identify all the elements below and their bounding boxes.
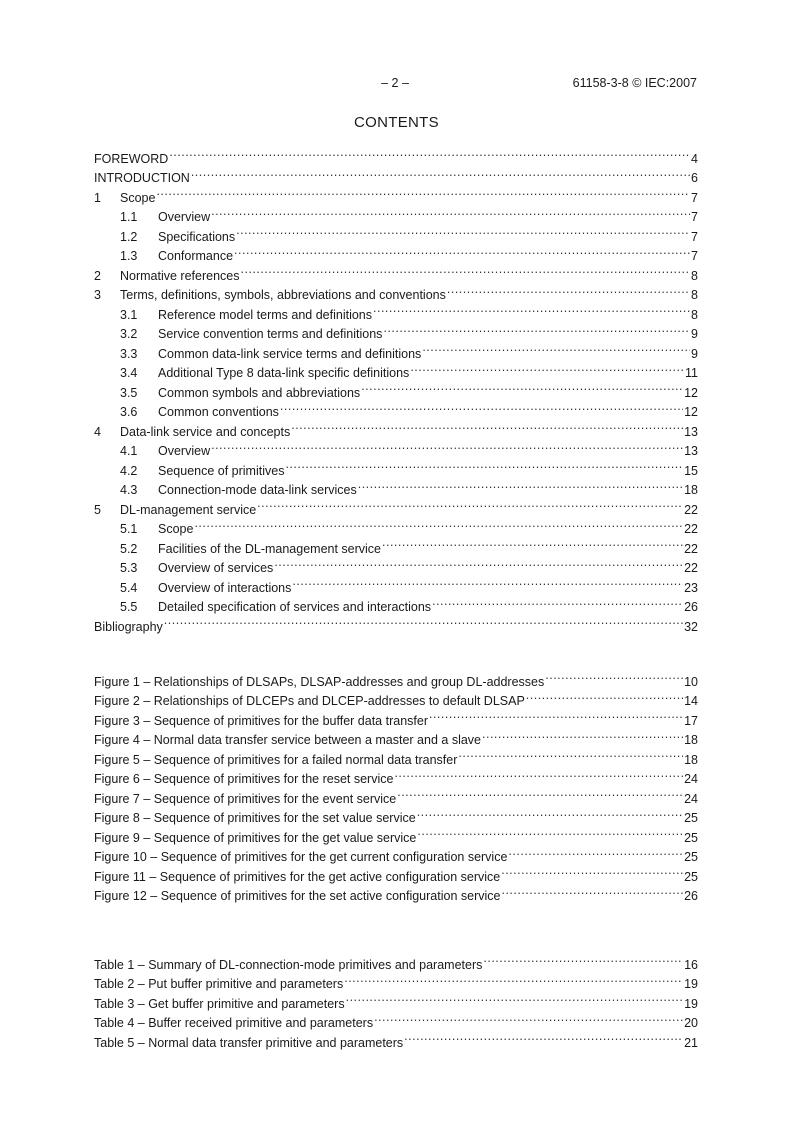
dot-leader [241,260,691,280]
entry-title: Figure 10 – Sequence of primitives for the get current configuration service [94,850,508,864]
entry-title: Specifications [158,229,236,244]
entry-number: 4 [94,424,101,439]
entry-title: Table 1 – Summary of DL-connection-mode primitives and parameters [94,957,483,972]
dot-leader [211,436,683,456]
entry-page-number: 13 [684,444,698,458]
entry-page-number: 25 [684,869,698,884]
entry-number: 3.3 [120,346,138,361]
dot-leader [545,666,683,686]
entry-number: 5 [94,502,101,517]
entry-title: Figure 1 – Relationships of DLSAPs, DLSAP-addresses and group DL-addresses [94,674,545,689]
entry-page-number: 19 [684,977,698,991]
entry-page-number: 24 [684,772,698,786]
entry-number: 2 [94,268,101,283]
entry-title: Figure 7 – Sequence of primitives for the event service [94,791,397,806]
entry-page-number: 7 [691,229,698,244]
entry-number: 1.1 [120,210,138,224]
list-of-tables [94,949,698,1050]
entry-number: 5.5 [120,600,138,614]
dot-leader [257,494,683,514]
entry-page-number: 12 [684,385,698,400]
entry-title: Facilities of the DL-management service [158,541,382,556]
entry-number: 5.2 [120,541,138,556]
dot-leader [417,803,683,823]
toc-entry[interactable] [94,143,698,166]
entry-page-number: 4 [691,151,698,166]
entry-number: 3.5 [120,385,138,400]
entry-title: Overview of services [158,561,274,575]
entry-number: 3.1 [120,307,138,322]
entry-title: Detailed specification of services and interactions [158,600,432,614]
entry-page-number: 10 [684,674,698,689]
entry-title: DL-management service [120,502,257,517]
entry-title: Additional Type 8 data-link specific definitions [158,366,410,380]
dot-leader [458,744,683,764]
entry-title: INTRODUCTION [94,171,190,185]
dot-leader [432,592,683,612]
dot-leader [410,358,684,378]
dot-leader [169,143,690,163]
entry-number: 3.4 [120,366,138,380]
entry-title: Figure 11 – Sequence of primitives for the get active configuration service [94,869,501,884]
entry-page-number: 26 [684,600,698,614]
entry-number: 5.1 [120,522,138,536]
entry-title: Bibliography [94,619,163,634]
dot-leader [501,861,683,881]
entry-page-number: 20 [684,1016,698,1030]
dot-leader [422,338,690,358]
entry-title: Reference model terms and definitions [158,307,373,322]
entry-page-number: 22 [684,522,698,536]
entry-page-number: 22 [684,502,698,517]
document-reference: 61158-3-8 © IEC:2007 [572,76,697,90]
entry-title: Normative references [120,268,240,283]
entry-title: Sequence of primitives [158,463,285,478]
dot-leader [274,553,683,573]
entry-number: 5.3 [120,561,138,575]
entry-number: 1 [94,190,101,205]
entry-number: 1.2 [120,229,138,244]
entry-title: Figure 8 – Sequence of primitives for the set value service [94,811,416,825]
toc-entry[interactable] [94,182,698,205]
figure-entry[interactable] [94,666,698,689]
entry-page-number: 7 [691,249,698,263]
entry-page-number: 8 [691,268,698,283]
entry-page-number: 9 [691,327,698,341]
entry-title: Figure 9 – Sequence of primitives for the get value service [94,830,417,845]
entry-title: Scope [158,522,194,536]
dot-leader [358,475,683,495]
entry-title: Figure 12 – Sequence of primitives for the set active configuration service [94,889,501,903]
dot-leader [397,783,683,803]
entry-title: Data-link service and concepts [120,424,291,439]
entry-page-number: 18 [684,733,698,747]
entry-title: Figure 3 – Sequence of primitives for the buffer data transfer [94,713,428,728]
entry-title: Common symbols and abbreviations [158,385,361,400]
dot-leader [361,377,683,397]
dot-leader [508,842,683,862]
entry-title: Table 4 – Buffer received primitive and parameters [94,1016,374,1030]
toc-entry[interactable] [94,202,698,222]
dot-leader [382,533,683,553]
entry-number: 5.4 [120,580,138,595]
entry-title: Service convention terms and definitions [158,327,383,341]
dot-leader [236,221,690,241]
entry-title: Common data-link service terms and definitions [158,346,422,361]
list-of-figures [94,666,698,903]
entry-page-number: 25 [684,811,698,825]
entry-page-number: 24 [684,791,698,806]
dot-leader [346,988,684,1008]
dot-leader [373,299,690,319]
dot-leader [156,182,690,202]
dot-leader [394,764,683,784]
entry-page-number: 15 [684,463,698,478]
entry-page-number: 25 [684,830,698,845]
dot-leader [526,686,683,706]
entry-page-number: 25 [684,850,698,864]
entry-title: FOREWORD [94,151,169,166]
entry-title: Conformance [158,249,234,263]
dot-leader [292,572,683,592]
entry-page-number: 17 [684,713,698,728]
dot-leader [501,881,683,901]
entry-title: Overview [158,210,211,224]
entry-page-number: 16 [684,957,698,972]
entry-page-number: 9 [691,346,698,361]
entry-page-number: 23 [684,580,698,595]
dot-leader [447,280,690,300]
entry-page-number: 18 [684,752,698,767]
entry-page-number: 32 [684,619,698,634]
entry-page-number: 12 [684,405,698,419]
dot-leader [211,202,690,222]
dot-leader [285,455,683,475]
dot-leader [374,1008,683,1028]
entry-title: Figure 5 – Sequence of primitives for a failed normal data transfer [94,752,458,767]
entry-title: Table 3 – Get buffer primitive and parameters [94,996,345,1011]
dot-leader [234,241,690,261]
entry-number: 4.1 [120,444,138,458]
page-number: – 2 – [381,76,409,90]
entry-title: Scope [120,190,156,205]
entry-title: Terms, definitions, symbols, abbreviations and conventions [120,288,446,302]
toc-entry[interactable] [94,611,698,634]
dot-leader [383,319,690,339]
entry-number: 4.3 [120,483,138,497]
entry-page-number: 26 [684,889,698,903]
entry-page-number: 8 [691,288,698,302]
table-of-contents [94,143,698,634]
entry-page-number: 19 [684,996,698,1011]
entry-title: Overview of interactions [158,580,292,595]
contents-title: CONTENTS [354,114,439,131]
entry-number: 3.6 [120,405,138,419]
dot-leader [194,514,683,534]
entry-title: Table 2 – Put buffer primitive and parameters [94,977,344,991]
entry-page-number: 18 [684,483,698,497]
entry-title: Connection-mode data-link services [158,483,357,497]
entry-number: 4.2 [120,463,138,478]
dot-leader [191,163,690,183]
entry-title: Overview [158,444,211,458]
entry-number: 3 [94,288,101,302]
entry-page-number: 22 [684,561,698,575]
entry-page-number: 7 [691,210,698,224]
dot-leader [483,949,683,969]
entry-number: 1.3 [120,249,138,263]
entry-page-number: 11 [685,366,698,380]
entry-page-number: 22 [684,541,698,556]
table-entry[interactable] [94,949,698,972]
entry-title: Common conventions [158,405,279,419]
entry-title: Figure 6 – Sequence of primitives for the reset service [94,772,394,786]
entry-page-number: 7 [691,190,698,205]
entry-title: Figure 2 – Relationships of DLCEPs and DLCEP-addresses to default DLSAP [94,694,525,708]
dot-leader [482,725,683,745]
dot-leader [280,397,683,417]
dot-leader [404,1027,683,1047]
dot-leader [164,611,683,631]
dot-leader [429,705,683,725]
entry-page-number: 21 [684,1035,698,1050]
dot-leader [344,969,683,989]
dot-leader [291,416,683,436]
toc-entry[interactable] [94,163,698,183]
entry-page-number: 14 [684,694,698,708]
entry-title: Table 5 – Normal data transfer primitive and parameters [94,1035,404,1050]
entry-title: Figure 4 – Normal data transfer service between a master and a slave [94,733,481,747]
entry-page-number: 13 [684,424,698,439]
entry-page-number: 8 [691,307,698,322]
entry-page-number: 6 [691,171,698,185]
entry-number: 3.2 [120,327,138,341]
dot-leader [417,822,683,842]
